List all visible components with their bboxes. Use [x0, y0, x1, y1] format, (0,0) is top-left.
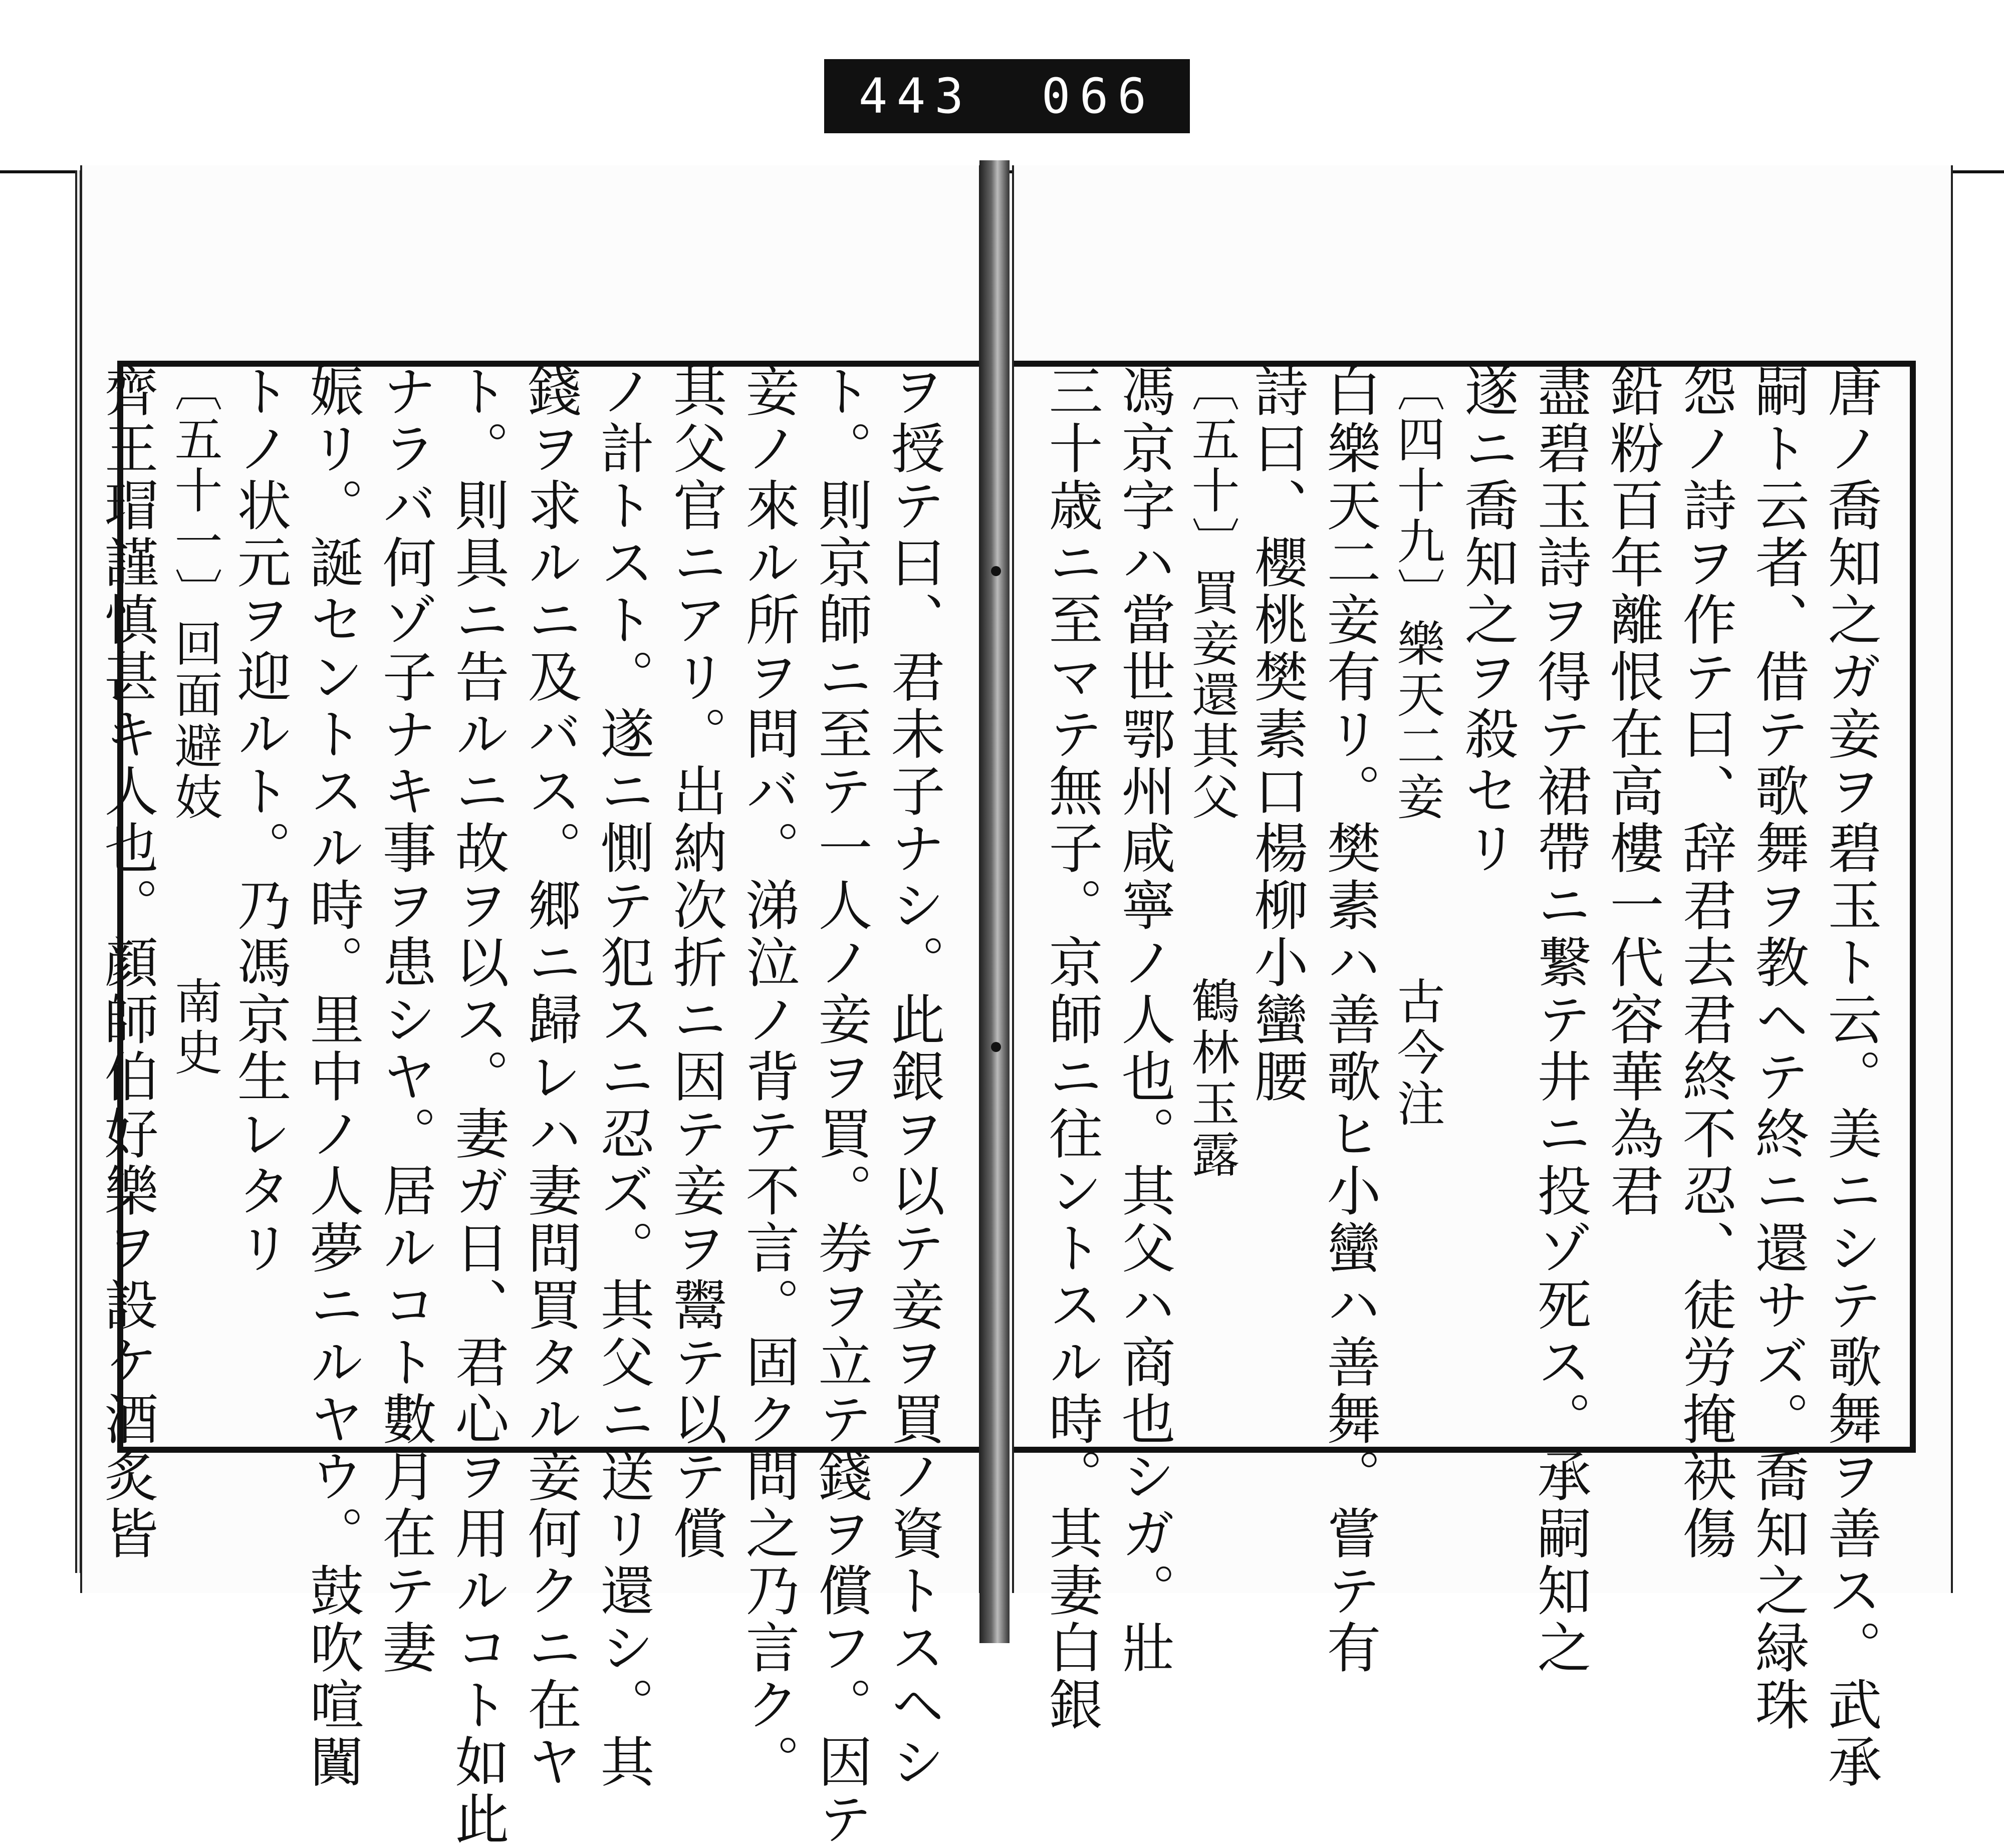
right-page — [1012, 165, 1953, 1791]
right-page-column: 白樂天二妾有リ。樊素ハ善歌ヒ小蠻ハ善舞。嘗テ有 — [1318, 363, 1380, 1677]
left-page-column: 錢ヲ求ルニ及バス。郷ニ歸レハ妻問買タル妾何クニ在ヤ — [519, 363, 581, 1791]
section-heading: 〔五十一〕回面避妓 南史 — [167, 363, 223, 1079]
left-page-column: 齊王瑁謹慎甚キ人也。顔師伯好樂ヲ設ケ酒炙皆 — [95, 363, 158, 1562]
section-heading: 〔四十九〕樂天二妾 古今注 — [1389, 363, 1445, 1130]
right-page-column: 三十歳ニ至マテ無子。京師ニ往ントスル時。其妻白銀 — [1040, 363, 1102, 1734]
right-page-column: 盡碧玉詩ヲ得テ裙帶ニ繋テ井ニ投ゾ死ス。承嗣知之 — [1528, 363, 1591, 1677]
right-page-column: 遂ニ喬知之ヲ殺セリ — [1455, 363, 1518, 877]
frame-label — [824, 59, 1190, 133]
left-page-column: ナラバ何ゾ子ナキ事ヲ患シヤ。居ルコト數月在テ妻 — [373, 363, 436, 1677]
binding-stitch — [991, 1042, 1001, 1052]
left-page-column: 妾ノ來ル所ヲ問バ。涕泣ノ背テ不言。固ク問之乃言ク。 — [736, 363, 799, 1791]
right-page-column: 詩曰、櫻桃樊素口楊柳小蠻腰 — [1245, 363, 1308, 1106]
right-page-column: 鉛粉百年離恨在高樓一代容華為君 — [1601, 363, 1663, 1220]
section-heading: 〔五十〕買妾還其父 鶴林玉露 — [1184, 363, 1240, 1181]
right-page-column: 怨ノ詩ヲ作テ曰、辞君去君終不忍、徒労掩袂傷 — [1673, 363, 1736, 1562]
left-page-column: ヲ授テ曰、君未子ナシ。此銀ヲ以テ妾ヲ買ノ資トスヘシ — [882, 363, 944, 1791]
left-page-column: 其父官ニアリ。出納次折ニ因テ妾ヲ鬻テ以テ償 — [664, 363, 726, 1562]
left-page-column: ト。則具ニ告ルニ故ヲ以ス。妻ガ日、君心ヲ用ルコト如此 — [446, 363, 509, 1848]
left-page-column: 娠リ。誕セントスル時。里中ノ人夢ニルヤウ。鼓吹喧闐 — [301, 363, 363, 1791]
left-page-column: ト。則京師ニ至テ一人ノ妾ヲ買。券ヲ立テ錢ヲ償フ。因テ — [809, 363, 872, 1848]
binding-stitch — [991, 566, 1001, 576]
right-page-column: 馮京字ハ當世鄂州咸寧ノ人也。其父ハ商也シガ。壯 — [1112, 363, 1175, 1677]
left-page-column: ノ計トスト。遂ニ惻テ犯スニ忍ズ。其父ニ送リ還シ。其 — [591, 363, 654, 1791]
right-page-column: 唐ノ喬知之ガ妾ヲ碧玉ト云。美ニシテ歌舞ヲ善ス。武承 — [1819, 363, 1881, 1791]
right-page-column: 嗣ト云者、借テ歌舞ヲ教ヘテ終ニ還サズ。喬知之緑珠 — [1746, 363, 1809, 1734]
left-page-column: トノ状元ヲ迎ルト。乃馮京生レタリ — [228, 363, 291, 1277]
frame-number-1: 443 — [858, 68, 973, 124]
left-page — [80, 165, 981, 1848]
frame-number-2: 066 — [1041, 68, 1156, 124]
book-spine — [979, 160, 1010, 1643]
